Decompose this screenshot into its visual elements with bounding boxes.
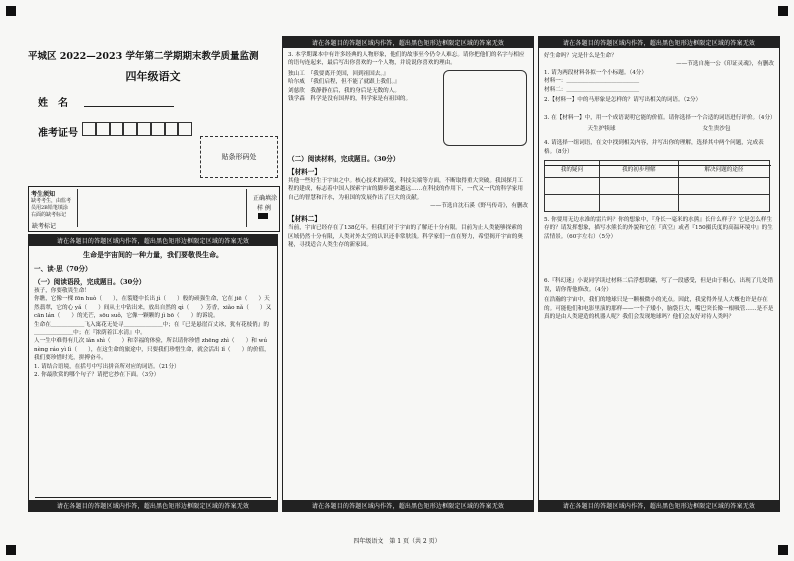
corner-marker	[6, 6, 16, 16]
passage-line: 你瞧，它像一棵 fōn huò（ ），在裂缝中长出 jì（ ）般的顽强生命，它在 jiē（ ）天然翡翠，它的心 yǎ（ ）间从土中钻出来，放出自然的 qì（ ）芳香，xiǎo nǎ（ ）又 cān lán（ ）的光芒，sōu suǒ，它像一颗颗的 jì bō（ ）的诉说。	[34, 296, 272, 320]
material-1-title: 【材料一】	[288, 167, 321, 176]
barcode-label: 贴条形码处	[221, 153, 257, 161]
question-4: 4. 请选择一组词语，在文中找到相关内容，并写出你的理解，选择其中两个问题，完成表格。（8分）	[544, 140, 764, 155]
notice-box	[28, 186, 280, 232]
passage-line: 孩子，你要敬畏生命！	[34, 288, 90, 294]
notice-content	[77, 189, 247, 227]
warning-banner: 请在各题目的答题区域内作答，超出黑色矩形边框限定区域的答案无效	[29, 235, 277, 246]
table-row	[545, 178, 770, 195]
filled-sample	[258, 213, 268, 219]
column-middle	[282, 36, 534, 512]
passage-line: 人一生中难得有几次 lǎn shì（ ）和幸福的体验，所以请你珍惜 zhēng zhì（ ）和 wú nèng ráo yì lì（ ），在这生命的旅途中，只要我们珍惜生命，就会活出 lǐ（ ）的价值，我们要珍惜时光，拼搏奋斗。	[34, 338, 270, 362]
warning-banner-bottom: 请在各题目的答题区域内作答，超出黑色矩形边框限定区域的答案无效	[539, 500, 779, 511]
answer-line[interactable]	[545, 165, 771, 166]
warning-banner: 请在各题目的答题区域内作答，超出黑色矩形边框限定区域的答案无效	[539, 37, 779, 48]
table-header: 解决问题的途径	[678, 161, 769, 178]
material-2-text: 当前，宇宙已经存在了138亿年。但我们对于宇宙的了解还十分有限。目前为止人类能够探索的区域仍然十分有限，人类对外太空的认识还非常肤浅。科学家们一直在努力，希望揭开宇宙的奥秘，寻找适合人类生存的新家园。	[288, 225, 523, 249]
match-person: 刘慈欣 我静静在后，我的身后是无数的人。	[288, 87, 400, 94]
match-person: 钱学森 科学是没有国界的，科学家是有祖国的。	[288, 96, 412, 103]
table-row	[545, 195, 770, 212]
q6-text: 在浩瀚的宇宙中，我们的地球只是一颗极微小的光点。因此，我觉得外星人大概也许是存在的。可能他们和电影里演的那样——一个子矮小，脑袋巨大，嘴巴突长像一根吸管……是不是真的是由人类建造的机器人呢？我们会发现地球吗？他们会友好对待人类吗？	[544, 297, 774, 320]
page-footer: 四年级语文 第 1 页（共 2 页）	[353, 538, 441, 545]
motto: 生命是宇宙间的一种力量，我们要敬畏生命。	[83, 250, 223, 259]
table-cell[interactable]	[678, 195, 769, 212]
question-2: 2. 你最欣赏的哪个句子？请把它抄在下面。（3分）	[34, 372, 160, 379]
warning-banner-bottom: 请在各题目的答题区域内作答，超出黑色矩形边框限定区域的答案无效	[29, 500, 277, 511]
table-cell[interactable]	[545, 195, 600, 212]
choice: 女生贵沙包	[702, 125, 731, 132]
material-2-answer: 材料二：＿＿＿＿＿＿＿＿＿＿＿＿＿	[544, 86, 640, 93]
column-left	[28, 36, 278, 510]
matching-area	[283, 68, 533, 150]
answer-space[interactable]	[539, 241, 779, 277]
q3-choices	[544, 125, 774, 133]
part-title: 一、读·思（70分）	[34, 265, 92, 273]
material-2-title: 【材料二】	[288, 215, 321, 224]
column-right	[538, 36, 780, 512]
table-header: 我的疑问	[545, 161, 600, 178]
sub-title: （二）阅读材料，完成题目。（30分）	[288, 154, 400, 163]
warning-banner: 请在各题目的答题区域内作答，超出黑色矩形边框限定区域的答案无效	[283, 37, 533, 48]
question-6: 6.『科幻迷』小说同学读过材料二后浮想联翩，写了一段感受，但是由于粗心，出现了几处错误，请你帮他修改。（4分）	[544, 278, 774, 293]
answer-section-1	[28, 234, 278, 512]
name-label: 姓 名	[38, 98, 68, 109]
material-1-source: ——节选自沈石溪《野马传奇》，有删改	[430, 203, 528, 210]
exam-no-boxes[interactable]	[82, 122, 192, 136]
question-2: 2.【材料一】中的马形象是怎样的？请写出相关的词语。（2分）	[544, 97, 702, 104]
name-field[interactable]	[84, 106, 174, 107]
question-source: ——节选自施一公《印证灵魂》，有删改	[676, 61, 774, 68]
question-intro: 好生命吗？完是什么是生命？	[544, 53, 617, 59]
answer-table	[544, 160, 770, 212]
warning-banner-bottom: 请在各题目的答题区域内作答，超出黑色矩形边框限定区域的答案无效	[283, 500, 533, 511]
notice-title: 考生须知	[31, 191, 56, 198]
correct-fill-label: 正确填涂	[253, 195, 278, 202]
choice: 天生护犊球	[587, 125, 616, 132]
sub-title: （一）阅读语段，完成题目。（30分）	[34, 278, 146, 286]
table-header: 我的初步理解	[599, 161, 678, 178]
corner-marker	[6, 545, 16, 555]
missing-label: 缺考标记	[32, 223, 57, 230]
subject-title: 四年级语文	[125, 70, 181, 83]
passage-line: 生命在＿＿＿＿＿＿飞入寓花无处寻＿＿＿＿＿＿＿中；在『已是悬崖百丈冰，犹有花枝俏』的＿＿＿＿＿＿＿中；在『浓荫着江水清』中。	[34, 321, 269, 337]
answer-line[interactable]	[35, 497, 271, 498]
reading-passage	[34, 287, 272, 379]
match-person: 哈尔威 『我们启程，但不能了就跟上我们。』	[288, 79, 400, 86]
question-3: 3. 在【材料一】中，用一个成语说明它能的价值。请你选择一个合适的词语进行评价。（4分）	[544, 115, 776, 122]
question-1: 1. 请为两段材料各拟一个小标题。（4分）	[544, 69, 647, 76]
notice-text: 缺考考生，由监考员用2B铅笔填涂右面的缺考标记	[31, 198, 72, 218]
matching-list	[288, 70, 438, 104]
table-cell[interactable]	[599, 178, 678, 195]
material-1-answer: 材料一：＿＿＿＿＿＿＿＿＿＿＿＿＿	[544, 78, 640, 85]
question-3: 3. 本学期课本中有许多经典的人物形象，他们的故事至今仍令人难忘。请你把他们的名字与相应的语句连起来，最后写出你喜欢的一个人物，并说说你喜欢的理由。	[288, 52, 525, 67]
match-person: 独山工 『我要离开美国，回到祖国去。』	[288, 70, 389, 77]
table-cell[interactable]	[678, 178, 769, 195]
barcode-area	[200, 136, 278, 178]
corner-marker	[778, 545, 788, 555]
question-1: 1. 请结合语境，在括号中写出拼音所对应的词语。（21分）	[34, 363, 180, 370]
exam-no-label: 准考证号	[38, 128, 78, 139]
material-1-text: 其他一些好生于宇宙之中。核心技术的研发，科技尖端等方面，不断取得重大突破。我国探月工程的建成，标志着中国人探索宇宙的脚步越来越远……在科技的作用下，一代又一代的科学家用自己的智慧和汗水，为祖国的发展作出了巨大的贡献。	[288, 177, 523, 201]
exam-title: 平城区 2022—2023 学年第二学期期末教学质量监测	[28, 51, 259, 62]
scroll-illustration	[443, 70, 527, 146]
table-cell[interactable]	[599, 195, 678, 212]
corner-marker	[778, 6, 788, 16]
question-5: 5. 你要用无边水准的雷片吗？你的想象中，『身长一毫米的水熊』长什么样子？它是怎么样生存的？请发挥想象，描写水熊长的外貌和它在『真空』或者『150摄氏度的高温环境中』的生活情景。（60字左右）（5分）	[544, 217, 773, 240]
table-cell[interactable]	[545, 178, 600, 195]
example-label: 样 例	[257, 205, 271, 212]
